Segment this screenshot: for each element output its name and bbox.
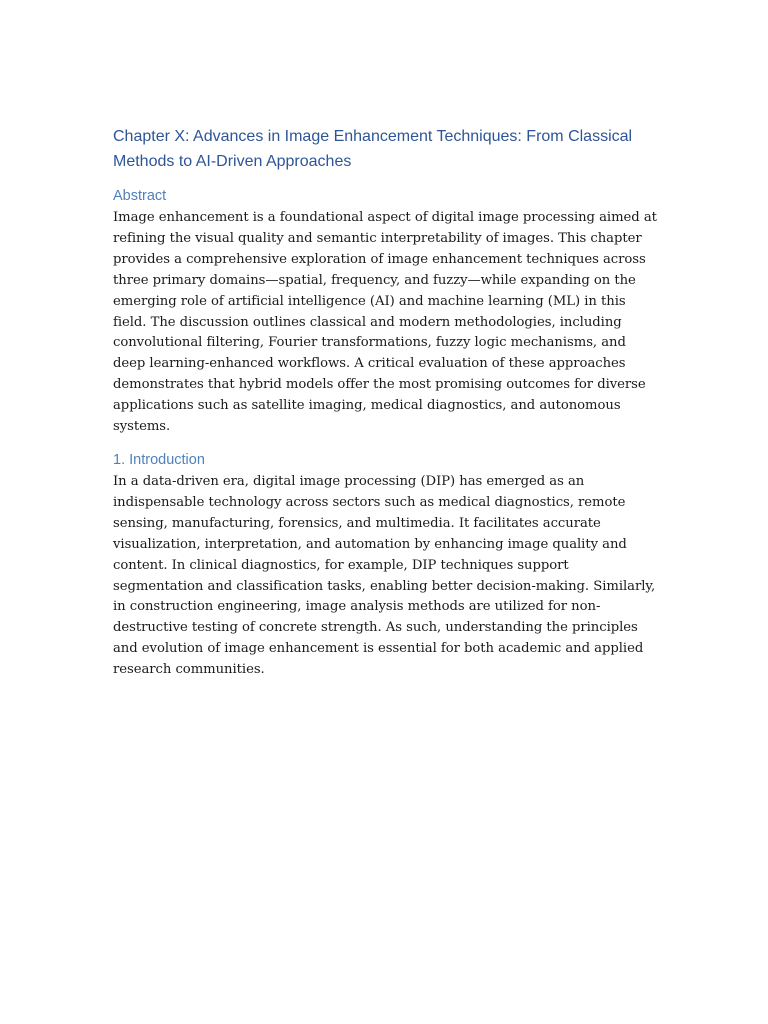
introduction-paragraph: In a data-driven era, digital image processing (DIP) has emerged as an indispensable technology across sectors such as medical diagnostics, remote sensing, manufacturing, forensics, and multimedia. It facilitates accurate visualization, interpretation, and automation by enhancing image quality and content. In clinical diagnostics, for example, DIP techniques support segmentation and classification tasks, enabling better decision-making. Similarly, in construction engineering, image analysis methods are utilized for non-destructive testing of concrete strength. As such, understanding the principles and evolution of image enhancement is essential for both academic and applied research communities.: [113, 473, 656, 678]
abstract-paragraph: Image enhancement is a foundational aspect of digital image processing aimed at refining the visual quality and semantic interpretability of images. This chapter provides a comprehensive exploration of image enhancement techniques across three primary domains—spatial, frequency, and fuzzy—while expanding on the emerging role of artificial intelligence (AI) and machine learning (ML) in this field. The discussion outlines classical and modern methodologies, including convolutional filtering, Fourier transformations, fuzzy logic mechanisms, and deep learning-enhanced workflows. A critical evaluation of these approaches demonstrates that hybrid models offer the most promising outcomes for diverse applications such as satellite imaging, medical diagnostics, and autonomous systems.: [113, 210, 657, 435]
abstract-heading: Abstract: [113, 188, 167, 204]
introduction-heading: 1. Introduction: [113, 451, 205, 468]
document-body: [113, 124, 658, 693]
chapter-title: Chapter X: Advances in Image Enhancement Techniques: From Classical Methods to AI-Driven Approaches: [113, 128, 633, 170]
